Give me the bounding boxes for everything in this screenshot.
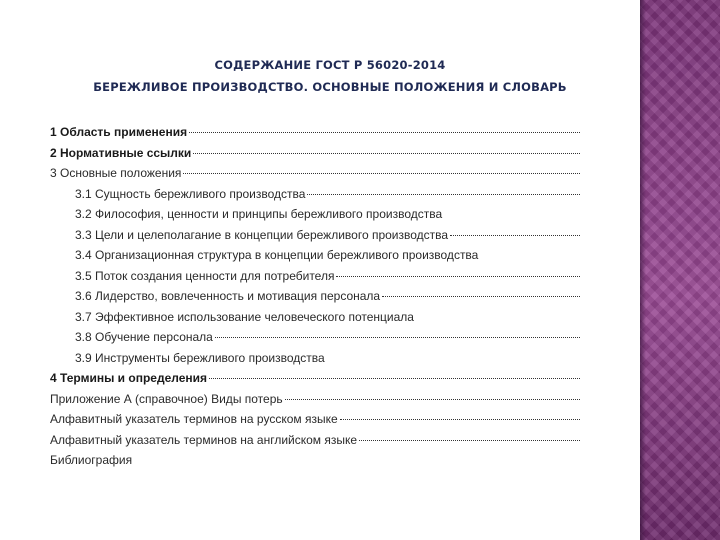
toc-entry-label: 3.2 Философия, ценности и принципы бережливого производства	[75, 207, 443, 221]
toc-entry-label: 3 Основные положения	[50, 166, 182, 180]
toc-entry	[50, 450, 580, 471]
toc-dot-leader	[307, 194, 580, 195]
toc-entry	[50, 143, 580, 164]
toc-entry	[50, 245, 580, 266]
toc-entry	[50, 204, 580, 225]
toc-entry-label: 3.6 Лидерство, вовлеченность и мотивация персонала	[75, 289, 381, 303]
toc-dot-leader	[215, 337, 580, 338]
toc-entry-label: 2 Нормативные ссылки	[50, 145, 192, 160]
toc-entry-label: 3.9 Инструменты бережливого производства	[75, 350, 325, 365]
toc-dot-leader	[193, 153, 580, 154]
toc-entry-label: 3.8 Обучение персонала	[75, 330, 213, 344]
toc-entry	[50, 409, 580, 430]
toc-entry-label: 3.4 Организационная структура в концепции бережливого производства	[75, 248, 479, 262]
toc-entry	[50, 286, 580, 307]
toc-dot-leader	[336, 276, 580, 277]
toc-dot-leader	[183, 173, 580, 174]
toc-entry	[50, 122, 580, 143]
toc-entry	[50, 430, 580, 451]
toc-entry-label: Алфавитный указатель терминов на русском языке	[50, 412, 338, 426]
toc-entry-label: Библиография	[50, 453, 133, 467]
toc-entry-label: 3.5 Поток создания ценности для потребителя	[75, 268, 335, 283]
toc-dot-leader	[382, 296, 580, 297]
decorative-side-panel	[640, 0, 720, 540]
toc-entry-label: Алфавитный указатель терминов на английском языке	[50, 432, 358, 447]
toc-entry-label: 3.3 Цели и целеполагание в концепции бережливого производства	[75, 227, 449, 242]
toc-dot-leader	[359, 440, 580, 441]
table-of-contents	[50, 122, 580, 471]
slide-title: СОДЕРЖАНИЕ ГОСТ Р 56020-2014	[214, 58, 446, 72]
toc-entry-label: 4 Термины и определения	[50, 371, 208, 385]
toc-entry-label: Приложение А (справочное) Виды потерь	[50, 391, 283, 406]
toc-entry	[50, 225, 580, 246]
toc-dot-leader	[340, 419, 580, 420]
toc-entry	[50, 163, 580, 184]
toc-entry	[50, 389, 580, 410]
toc-entry	[50, 184, 580, 205]
toc-dot-leader	[209, 378, 580, 379]
toc-entry	[50, 368, 580, 389]
toc-entry-label: 3.7 Эффективное использование человеческого потенциала	[75, 309, 414, 324]
toc-entry	[50, 307, 580, 328]
toc-entry	[50, 327, 580, 348]
toc-dot-leader	[189, 132, 580, 133]
toc-entry-label: 3.1 Сущность бережливого производства	[75, 186, 306, 201]
slide-subtitle: БЕРЕЖЛИВОЕ ПРОИЗВОДСТВО. ОСНОВНЫЕ ПОЛОЖЕНИЯ И СЛОВАРЬ	[93, 80, 567, 94]
toc-entry	[50, 266, 580, 287]
toc-dot-leader	[450, 235, 580, 236]
toc-entry	[50, 348, 580, 369]
toc-dot-leader	[285, 399, 580, 400]
toc-entry-label: 1 Область применения	[50, 125, 188, 139]
